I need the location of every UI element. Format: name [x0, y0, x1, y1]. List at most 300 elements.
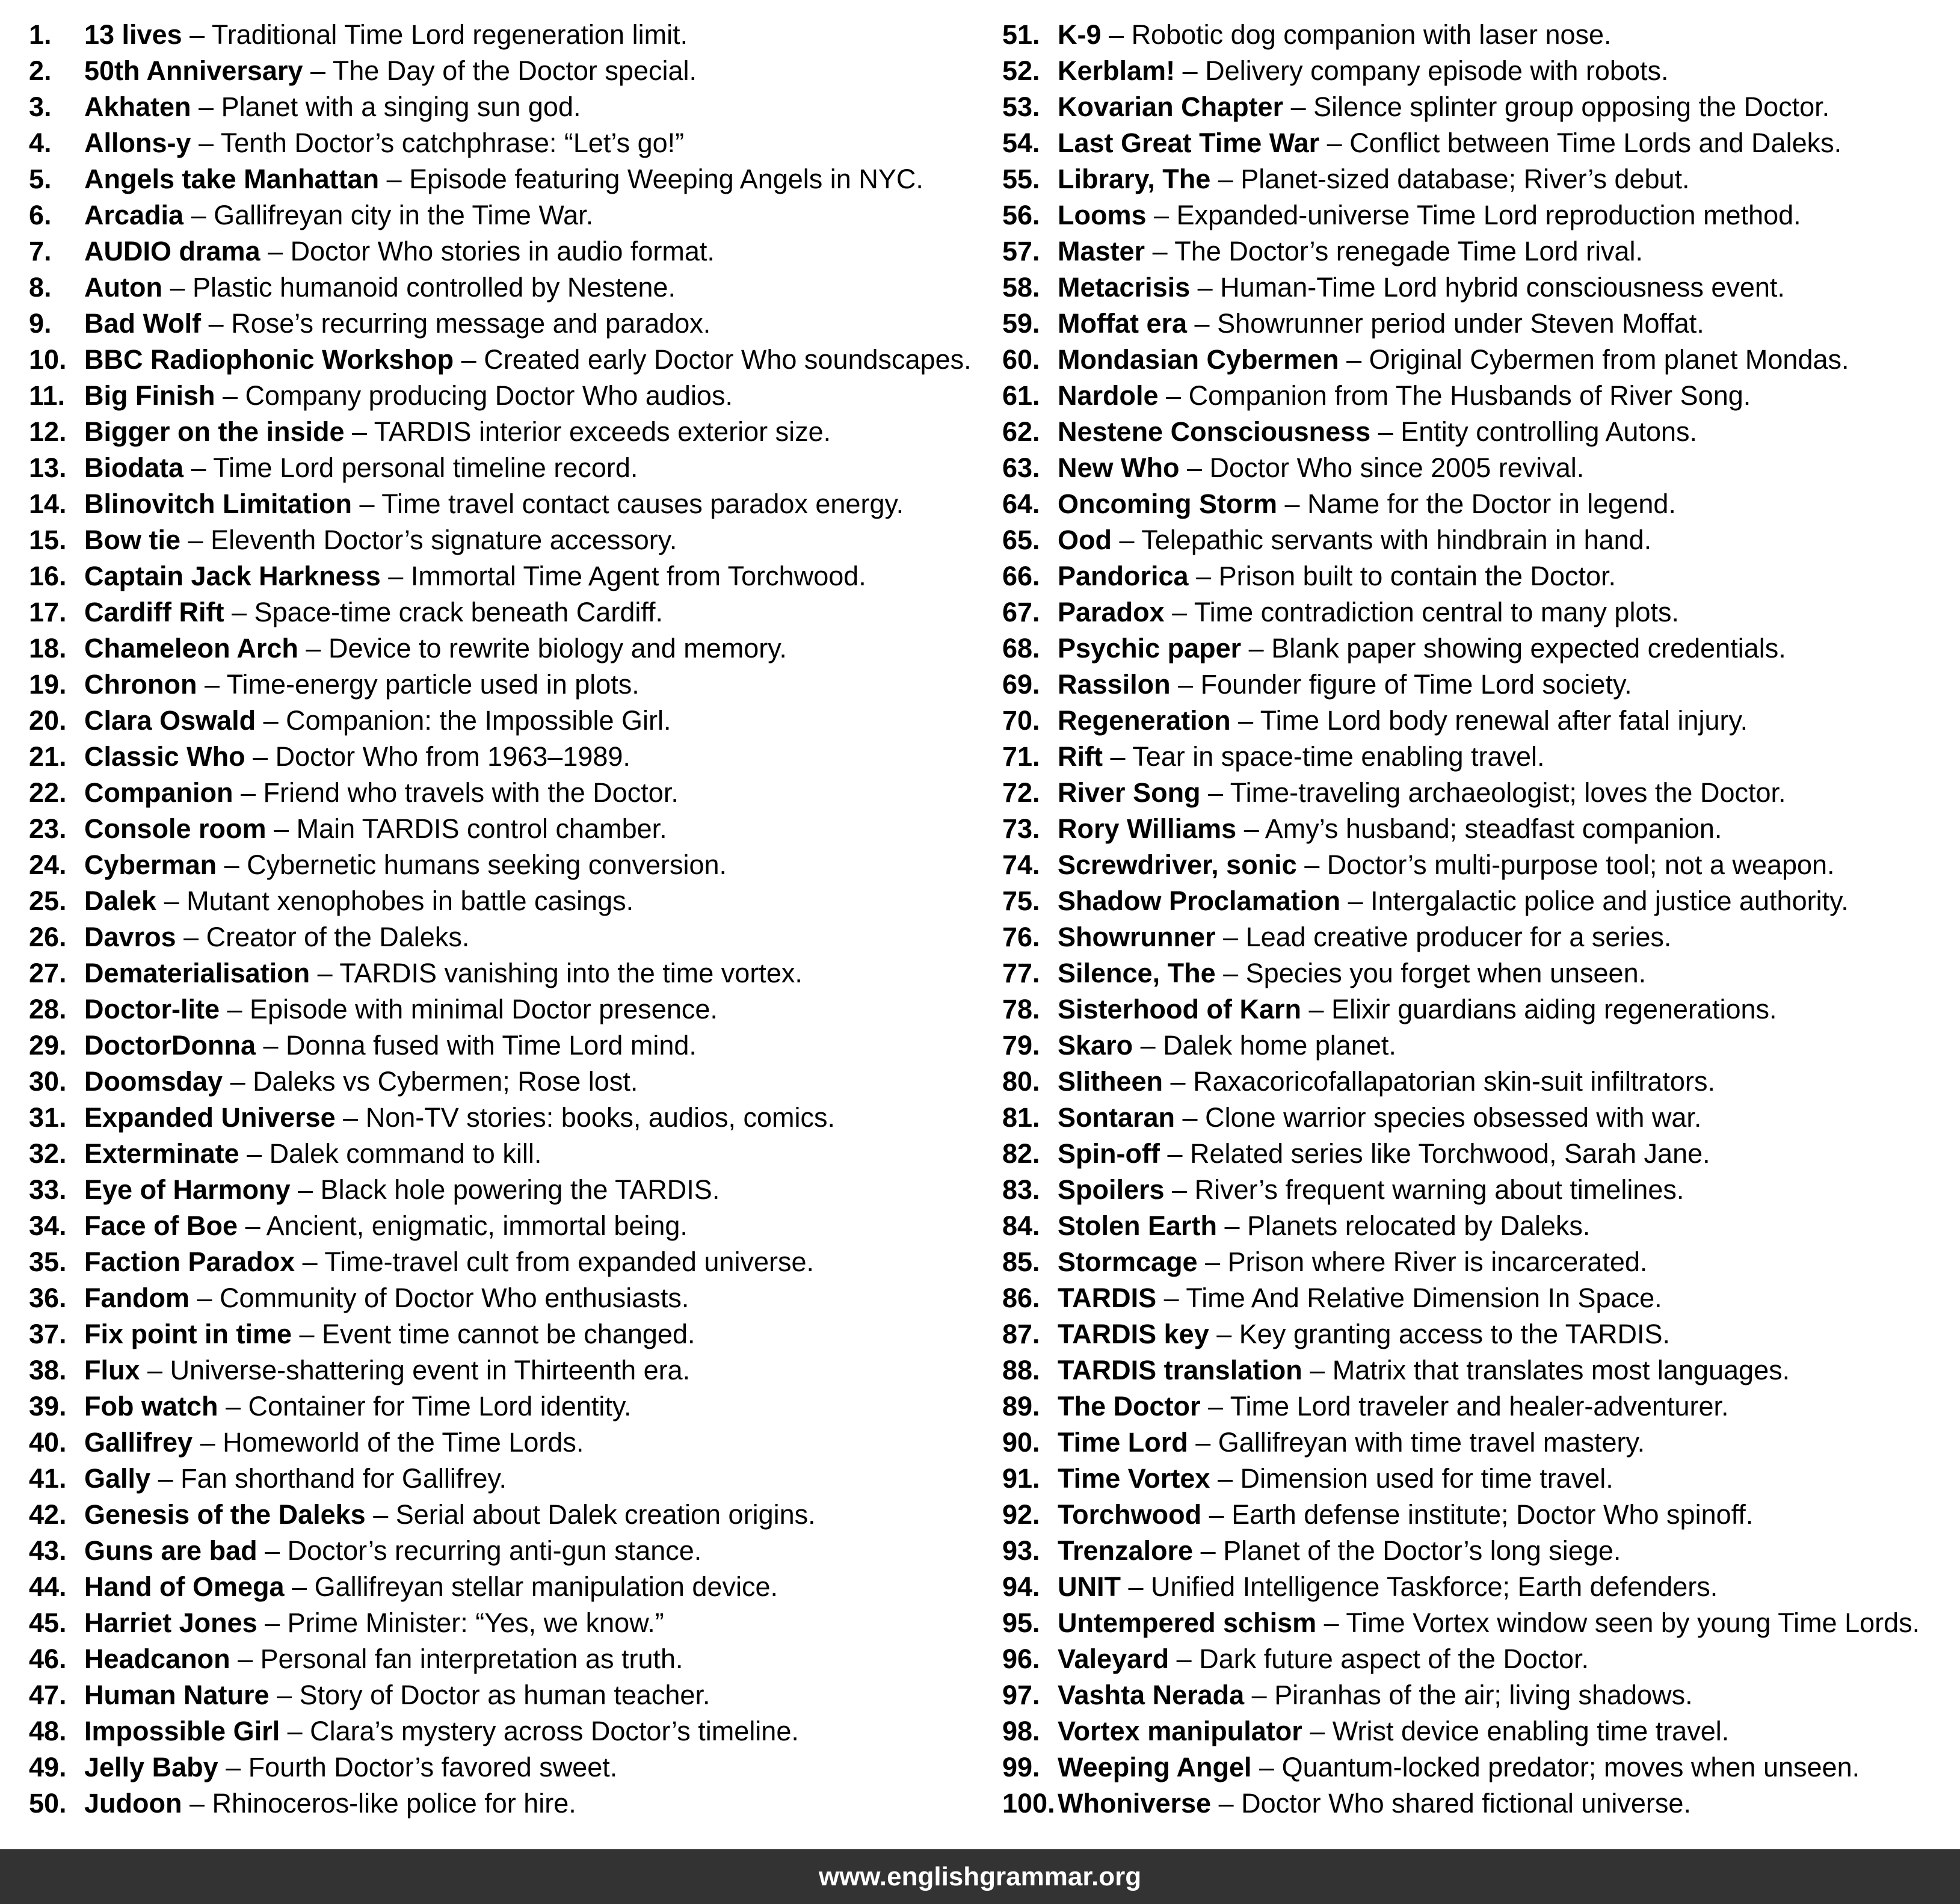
item-number: 7. — [29, 236, 52, 266]
item-number: 36. — [29, 1283, 67, 1313]
item-text — [1058, 522, 1651, 558]
item-term: Bad Wolf — [84, 308, 202, 339]
item-number: 21. — [29, 741, 67, 772]
item-separator: – — [344, 416, 374, 447]
item-term: AUDIO drama — [84, 236, 260, 266]
item-number: 98. — [1002, 1716, 1040, 1746]
item-definition: River’s frequent warning about timelines. — [1194, 1174, 1684, 1205]
list-item — [29, 594, 980, 630]
list-item — [29, 1497, 980, 1533]
list-item — [29, 1713, 980, 1749]
item-definition: Robotic dog companion with laser nose. — [1131, 19, 1612, 50]
item-definition: Matrix that translates most languages. — [1332, 1355, 1790, 1385]
item-definition: Doctor Who from 1963–1989. — [275, 741, 630, 772]
item-term: Cardiff Rift — [84, 597, 224, 627]
item-term: Metacrisis — [1058, 272, 1191, 303]
list-item — [1002, 1388, 1960, 1425]
list-item — [29, 1352, 980, 1388]
item-definition: Dimension used for time travel. — [1240, 1463, 1613, 1494]
item-separator: – — [176, 922, 206, 952]
item-text — [84, 847, 727, 883]
item-definition: Related series like Torchwood, Sarah Jane. — [1189, 1138, 1710, 1169]
list-item — [29, 1785, 980, 1822]
item-separator: – — [280, 1716, 310, 1746]
item-number: 34. — [29, 1210, 67, 1241]
item-number: 66. — [1002, 561, 1040, 591]
item-term: Torchwood — [1058, 1499, 1202, 1530]
list-item — [1002, 306, 1960, 342]
item-definition: Episode with minimal Doctor presence. — [250, 994, 718, 1024]
item-text — [84, 883, 633, 919]
item-separator: – — [1339, 344, 1369, 375]
item-term: Doomsday — [84, 1066, 223, 1097]
item-separator: – — [1319, 128, 1350, 158]
item-term: Clara Oswald — [84, 705, 256, 736]
item-number: 95. — [1002, 1607, 1040, 1638]
item-number: 25. — [29, 886, 67, 916]
item-number: 23. — [29, 813, 67, 844]
item-definition: Planet with a singing sun god. — [221, 91, 581, 122]
item-number: 59. — [1002, 308, 1040, 339]
item-number: 73. — [1002, 813, 1040, 844]
item-separator: – — [1302, 1355, 1333, 1385]
item-definition: Earth defense institute; Doctor Who spinoff. — [1231, 1499, 1754, 1530]
item-number: 55. — [1002, 164, 1040, 194]
item-term: Kovarian Chapter — [1058, 91, 1284, 122]
item-number: 71. — [1002, 741, 1040, 772]
item-definition: Created early Doctor Who soundscapes. — [484, 344, 972, 375]
item-number: 87. — [1002, 1319, 1040, 1349]
item-definition: Planets relocated by Daleks. — [1247, 1210, 1591, 1241]
item-separator: – — [257, 1535, 288, 1566]
item-separator: – — [1209, 1319, 1239, 1349]
item-number: 8. — [29, 272, 52, 303]
item-number: 52. — [1002, 55, 1040, 86]
item-definition: Non-TV stories: books, audios, comics. — [365, 1102, 835, 1133]
item-separator: – — [233, 777, 263, 808]
item-separator: – — [1296, 849, 1327, 880]
list-item — [29, 1605, 980, 1641]
item-term: Expanded Universe — [84, 1102, 336, 1133]
item-separator: – — [140, 1355, 170, 1385]
item-separator: – — [1121, 1571, 1151, 1602]
item-separator: – — [1163, 1066, 1194, 1097]
item-text — [84, 378, 733, 414]
item-separator: – — [201, 308, 232, 339]
item-definition: Prime Minister: “Yes, we know.” — [287, 1607, 664, 1638]
list-item — [1002, 197, 1960, 233]
item-term: Console room — [84, 813, 267, 844]
item-definition: Personal fan interpretation as truth. — [260, 1644, 683, 1674]
item-term: Classic Who — [84, 741, 245, 772]
item-separator: – — [1200, 1391, 1230, 1422]
item-text — [1058, 847, 1835, 883]
item-term: Slitheen — [1058, 1066, 1163, 1097]
list-item — [1002, 1749, 1960, 1785]
item-text — [1058, 811, 1722, 847]
item-definition: Immortal Time Agent from Torchwood. — [410, 561, 866, 591]
list-item — [1002, 342, 1960, 378]
item-definition: Device to rewrite biology and memory. — [328, 633, 787, 664]
list-item — [1002, 233, 1960, 270]
list-item — [1002, 1064, 1960, 1100]
item-number: 50. — [29, 1788, 67, 1819]
item-definition: Species you forget when unseen. — [1245, 958, 1647, 988]
item-definition: Time Vortex window seen by young Time Lords. — [1346, 1607, 1920, 1638]
list-item — [29, 1388, 980, 1425]
list-item — [29, 378, 980, 414]
item-term: Spin-off — [1058, 1138, 1160, 1169]
item-text — [84, 703, 671, 739]
item-text — [84, 1208, 688, 1244]
item-term: River Song — [1058, 777, 1201, 808]
item-definition: Intergalactic police and justice authority. — [1370, 886, 1849, 916]
item-separator: – — [218, 1752, 248, 1782]
item-number: 26. — [29, 922, 67, 952]
item-number: 4. — [29, 128, 52, 158]
item-definition: TARDIS interior exceeds exterior size. — [374, 416, 831, 447]
item-definition: Gallifreyan city in the Time War. — [214, 200, 594, 230]
list-item — [1002, 703, 1960, 739]
item-number: 19. — [29, 669, 67, 700]
item-separator: – — [193, 1427, 223, 1458]
item-separator: – — [1102, 741, 1133, 772]
list-item — [29, 197, 980, 233]
item-text — [1058, 342, 1849, 378]
item-term: Bow tie — [84, 525, 181, 555]
item-text — [1058, 1244, 1647, 1280]
item-text — [84, 450, 638, 486]
item-number: 77. — [1002, 958, 1040, 988]
list-item — [29, 1461, 980, 1497]
list-item — [1002, 125, 1960, 161]
item-term: Psychic paper — [1058, 633, 1242, 664]
list-item — [1002, 919, 1960, 955]
list-item — [29, 342, 980, 378]
list-item — [29, 53, 980, 89]
list-item — [1002, 1136, 1960, 1172]
list-item — [29, 1280, 980, 1316]
list-item — [29, 1136, 980, 1172]
item-term: Judoon — [84, 1788, 182, 1819]
left-column-list — [0, 17, 980, 1822]
list-item — [1002, 630, 1960, 667]
list-item — [1002, 1352, 1960, 1388]
item-number: 43. — [29, 1535, 67, 1566]
item-text — [1058, 558, 1616, 594]
item-text — [1058, 161, 1690, 197]
item-term: Headcanon — [84, 1644, 230, 1674]
item-number: 56. — [1002, 200, 1040, 230]
list-item — [1002, 17, 1960, 53]
list-item — [29, 270, 980, 306]
item-definition: Episode featuring Weeping Angels in NYC. — [409, 164, 923, 194]
item-term: Oncoming Storm — [1058, 488, 1278, 519]
item-text — [84, 486, 904, 522]
item-term: Time Lord — [1058, 1427, 1188, 1458]
item-text — [84, 522, 677, 558]
item-definition: Blank paper showing expected credentials. — [1271, 633, 1786, 664]
item-definition: Company producing Doctor Who audios. — [245, 380, 733, 411]
item-definition: Time-energy particle used in plots. — [226, 669, 639, 700]
list-item — [29, 1064, 980, 1100]
item-separator: – — [150, 1463, 181, 1494]
item-separator: – — [183, 452, 214, 483]
item-term: Flux — [84, 1355, 140, 1385]
item-number: 78. — [1002, 994, 1040, 1024]
item-text — [1058, 703, 1748, 739]
item-text — [1058, 270, 1785, 306]
item-term: Auton — [84, 272, 162, 303]
item-definition: The Doctor’s renegade Time Lord rival. — [1174, 236, 1644, 266]
list-item — [1002, 558, 1960, 594]
list-item — [1002, 739, 1960, 775]
list-item — [29, 1641, 980, 1677]
list-item — [29, 306, 980, 342]
item-text — [1058, 414, 1697, 450]
item-term: Genesis of the Daleks — [84, 1499, 366, 1530]
item-term: K-9 — [1058, 19, 1102, 50]
list-item — [29, 1569, 980, 1605]
item-term: Sontaran — [1058, 1102, 1176, 1133]
item-definition: Cybernetic humans seeking conversion. — [247, 849, 727, 880]
list-item — [1002, 1172, 1960, 1208]
item-number: 41. — [29, 1463, 67, 1494]
item-definition: Rose’s recurring message and paradox. — [231, 308, 711, 339]
item-text — [84, 955, 803, 991]
item-definition: Main TARDIS control chamber. — [296, 813, 667, 844]
item-text — [84, 53, 697, 89]
item-number: 89. — [1002, 1391, 1040, 1422]
item-text — [1058, 1785, 1691, 1822]
list-item — [1002, 594, 1960, 630]
item-term: Library, The — [1058, 164, 1211, 194]
item-number: 12. — [29, 416, 67, 447]
item-separator: – — [1175, 1102, 1206, 1133]
item-term: Fob watch — [84, 1391, 218, 1422]
list-item — [29, 955, 980, 991]
item-separator: – — [352, 488, 382, 519]
item-definition: Dalek home planet. — [1163, 1030, 1396, 1061]
item-number: 22. — [29, 777, 67, 808]
item-definition: Companion from The Husbands of River Song. — [1188, 380, 1751, 411]
item-term: Harriet Jones — [84, 1607, 257, 1638]
item-number: 54. — [1002, 128, 1040, 158]
item-separator: – — [454, 344, 484, 375]
item-text — [1058, 919, 1671, 955]
item-definition: Prison where River is incarcerated. — [1227, 1246, 1648, 1277]
item-text — [1058, 1497, 1753, 1533]
item-text — [1058, 630, 1786, 667]
item-number: 5. — [29, 164, 52, 194]
item-definition: Time-traveling archaeologist; loves the Doctor. — [1230, 777, 1786, 808]
item-definition: Plastic humanoid controlled by Nestene. — [193, 272, 676, 303]
item-term: Stolen Earth — [1058, 1210, 1218, 1241]
item-number: 92. — [1002, 1499, 1040, 1530]
list-item — [1002, 1785, 1960, 1822]
item-definition: The Day of the Doctor special. — [332, 55, 697, 86]
item-number: 48. — [29, 1716, 67, 1746]
item-definition: Gallifreyan stellar manipulation device. — [314, 1571, 778, 1602]
item-definition: Ancient, enigmatic, immortal being. — [266, 1210, 688, 1241]
item-separator: – — [1241, 633, 1272, 664]
item-term: Spoilers — [1058, 1174, 1165, 1205]
item-text — [1058, 1027, 1396, 1064]
item-text — [1058, 739, 1545, 775]
item-definition: Piranhas of the air; living shadows. — [1274, 1680, 1693, 1710]
item-text — [1058, 991, 1777, 1027]
item-text — [84, 811, 667, 847]
item-number: 62. — [1002, 416, 1040, 447]
item-separator: – — [1211, 1788, 1242, 1819]
item-definition: Companion: the Impossible Girl. — [286, 705, 671, 736]
item-number: 72. — [1002, 777, 1040, 808]
item-text — [84, 414, 831, 450]
list-item — [1002, 378, 1960, 414]
item-definition: Story of Doctor as human teacher. — [299, 1680, 710, 1710]
item-text — [84, 1497, 816, 1533]
list-item — [29, 883, 980, 919]
item-text — [1058, 883, 1849, 919]
item-number: 97. — [1002, 1680, 1040, 1710]
item-term: Regeneration — [1058, 705, 1231, 736]
list-item — [1002, 883, 1960, 919]
list-item — [1002, 1244, 1960, 1280]
item-separator: – — [1175, 55, 1206, 86]
item-term: Skaro — [1058, 1030, 1133, 1061]
list-item — [29, 1027, 980, 1064]
item-separator: – — [1190, 272, 1221, 303]
item-term: Exterminate — [84, 1138, 239, 1169]
item-term: Impossible Girl — [84, 1716, 280, 1746]
item-definition: Elixir guardians aiding regenerations. — [1331, 994, 1777, 1024]
item-text — [1058, 1677, 1693, 1713]
item-separator: – — [223, 1066, 253, 1097]
item-definition: Doctor’s multi-purpose tool; not a weapon. — [1327, 849, 1835, 880]
item-term: Blinovitch Limitation — [84, 488, 352, 519]
item-text — [1058, 1100, 1701, 1136]
item-text — [84, 270, 676, 306]
list-item — [29, 89, 980, 125]
list-item — [1002, 811, 1960, 847]
list-item — [1002, 1316, 1960, 1352]
item-text — [84, 630, 787, 667]
item-definition: Raxacoricofallapatorian skin-suit infiltrators. — [1193, 1066, 1715, 1097]
list-item — [1002, 955, 1960, 991]
item-number: 33. — [29, 1174, 67, 1205]
item-text — [84, 1388, 632, 1425]
item-term: 13 lives — [84, 19, 182, 50]
item-text — [84, 1027, 697, 1064]
item-separator: – — [1316, 1607, 1346, 1638]
item-separator: – — [1370, 416, 1401, 447]
item-separator: – — [1101, 19, 1132, 50]
item-number: 24. — [29, 849, 67, 880]
item-separator: – — [1188, 1427, 1218, 1458]
list-item — [29, 847, 980, 883]
item-definition: Human-Time Lord hybrid consciousness event. — [1220, 272, 1785, 303]
item-text — [1058, 955, 1646, 991]
item-text — [1058, 89, 1829, 125]
item-separator: – — [224, 597, 254, 627]
item-text — [84, 1677, 710, 1713]
item-term: Whoniverse — [1058, 1788, 1212, 1819]
item-definition: Time Lord traveler and healer-adventurer. — [1230, 1391, 1729, 1422]
item-text — [1058, 667, 1632, 703]
item-text — [84, 1280, 689, 1316]
item-number: 28. — [29, 994, 67, 1024]
item-text — [84, 594, 663, 630]
item-term: Ood — [1058, 525, 1112, 555]
item-separator: – — [1301, 994, 1332, 1024]
item-number: 3. — [29, 91, 52, 122]
item-separator: – — [1164, 597, 1194, 627]
list-item — [29, 17, 980, 53]
item-number: 74. — [1002, 849, 1040, 880]
item-text — [1058, 594, 1679, 630]
item-number: 63. — [1002, 452, 1040, 483]
item-definition: Expanded-universe Time Lord reproduction method. — [1176, 200, 1801, 230]
item-text — [1058, 1533, 1621, 1569]
footer-bar — [0, 1849, 1960, 1904]
item-number: 39. — [29, 1391, 67, 1422]
item-term: Dematerialisation — [84, 958, 310, 988]
item-separator: – — [1230, 705, 1260, 736]
item-term: Captain Jack Harkness — [84, 561, 381, 591]
item-term: TARDIS key — [1058, 1319, 1209, 1349]
item-definition: Eleventh Doctor’s signature accessory. — [211, 525, 677, 555]
list-item — [29, 1749, 980, 1785]
item-term: Akhaten — [84, 91, 191, 122]
item-number: 2. — [29, 55, 52, 86]
item-number: 53. — [1002, 91, 1040, 122]
item-term: Nestene Consciousness — [1058, 416, 1371, 447]
item-separator: – — [191, 128, 221, 158]
item-term: Stormcage — [1058, 1246, 1198, 1277]
item-number: 14. — [29, 488, 67, 519]
item-term: Guns are bad — [84, 1535, 257, 1566]
item-separator: – — [218, 1391, 248, 1422]
item-number: 38. — [29, 1355, 67, 1385]
item-separator: – — [1164, 1174, 1195, 1205]
item-separator: – — [1193, 1535, 1224, 1566]
item-separator: – — [215, 380, 245, 411]
item-separator: – — [303, 55, 333, 86]
list-item — [1002, 1569, 1960, 1605]
item-separator: – — [1244, 1680, 1275, 1710]
item-definition: Time-travel cult from expanded universe. — [324, 1246, 814, 1277]
item-number: 85. — [1002, 1246, 1040, 1277]
item-text — [1058, 17, 1612, 53]
item-term: Davros — [84, 922, 176, 952]
item-text — [1058, 1352, 1790, 1388]
list-item — [1002, 414, 1960, 450]
item-text — [1058, 775, 1786, 811]
item-term: Silence, The — [1058, 958, 1216, 988]
list-item — [29, 811, 980, 847]
item-number: 20. — [29, 705, 67, 736]
item-definition: Container for Time Lord identity. — [248, 1391, 632, 1422]
item-definition: Amy’s husband; steadfast companion. — [1265, 813, 1722, 844]
list-item — [29, 919, 980, 955]
item-separator: – — [295, 1246, 325, 1277]
list-item — [29, 161, 980, 197]
list-item — [1002, 1208, 1960, 1244]
item-number: 37. — [29, 1319, 67, 1349]
item-text — [84, 306, 710, 342]
item-number: 76. — [1002, 922, 1040, 952]
item-definition: Clone warrior species obsessed with war. — [1205, 1102, 1702, 1133]
